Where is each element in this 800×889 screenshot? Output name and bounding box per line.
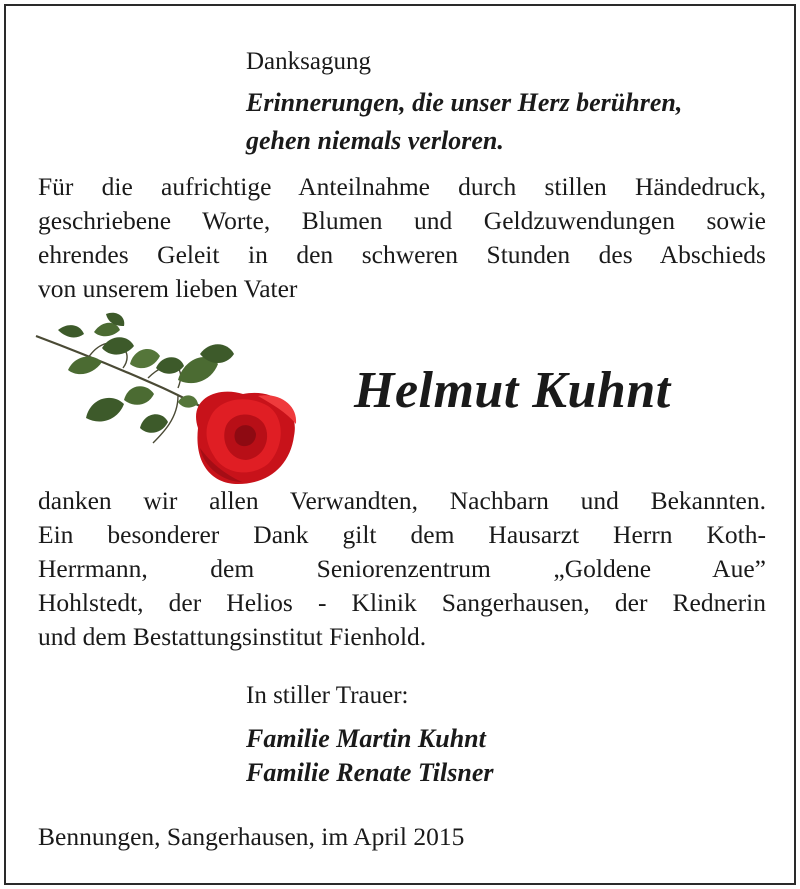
thanks-line: danken wir allen Verwandten, Nachbarn und Bekannten. [38, 486, 766, 515]
intro-line: von unserem lieben Vater [38, 274, 298, 303]
motto-line-2: gehen niemals verloren. [246, 126, 504, 155]
thanks-line: und dem Bestattungsinstitut Fienhold. [38, 622, 427, 651]
intro-paragraph [38, 170, 766, 306]
mourning-label: In stiller Trauer: [246, 682, 409, 709]
intro-line: ehrendes Geleit in den schweren Stunden des Abschieds [38, 240, 766, 269]
thanks-paragraph [38, 484, 766, 654]
intro-line: geschriebene Worte, Blumen und Geldzuwendungen sowie [38, 206, 766, 235]
motto-line-1: Erinnerungen, die unser Herz berühren, [246, 88, 683, 117]
red-rose-icon [28, 308, 313, 488]
thanks-line: Hohlstedt, der Helios - Klinik Sangerhausen, der Rednerin [38, 588, 766, 617]
family-name-2: Familie Renate Tilsner [246, 758, 494, 787]
obituary-card [4, 4, 796, 885]
intro-line: Für die aufrichtige Anteilnahme durch stillen Händedruck, [38, 172, 766, 201]
family-name-1: Familie Martin Kuhnt [246, 724, 486, 753]
thanks-line: Ein besonderer Dank gilt dem Hausarzt Herrn Koth- [38, 520, 766, 549]
heading: Danksagung [246, 48, 371, 75]
deceased-name: Helmut Kuhnt [354, 362, 671, 419]
place-date: Bennungen, Sangerhausen, im April 2015 [38, 822, 465, 851]
thanks-line: Herrmann, dem Seniorenzentrum „Goldene Aue” [38, 554, 766, 583]
